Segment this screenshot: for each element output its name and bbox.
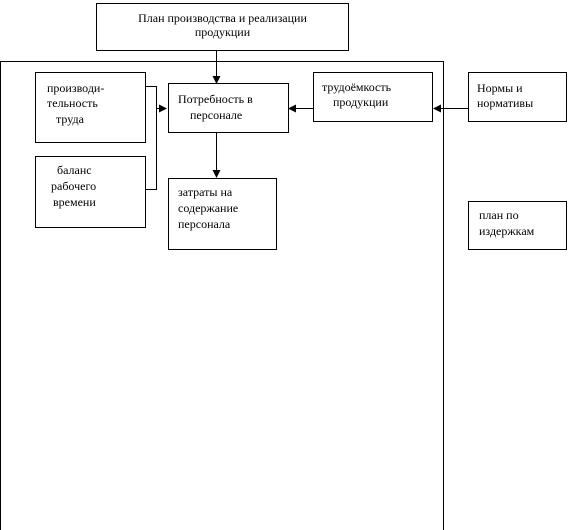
norms-line2: нормативы <box>477 96 534 110</box>
productivity-line1: производи- <box>47 81 105 95</box>
norms-line1: Нормы и <box>477 81 523 95</box>
production-plan-line2: продукции <box>194 25 251 39</box>
staff-need-line2: персонале <box>190 108 243 122</box>
staff-costs-line2: содержание <box>178 201 239 215</box>
staff-costs-line3: персонала <box>178 217 231 231</box>
staff-need-line1: Потребность в <box>178 92 253 106</box>
time-balance-line3: времени <box>53 195 96 209</box>
bracket-left <box>146 87 157 190</box>
time-balance-line2: рабочего <box>51 179 97 193</box>
productivity-line2: тельность <box>47 96 98 110</box>
cost-plan-line1: план по <box>479 208 519 222</box>
production-plan-line1: План производства и реализации <box>138 11 307 25</box>
labor-intensity-line1: трудоёмкость <box>322 80 392 94</box>
labor-intensity-line2: продукции <box>333 95 389 109</box>
staff-costs-line1: затраты на <box>178 185 233 199</box>
time-balance-line1: баланс <box>57 163 92 177</box>
productivity-line3: труда <box>56 112 84 126</box>
cost-plan-line2: издержкам <box>479 224 535 238</box>
